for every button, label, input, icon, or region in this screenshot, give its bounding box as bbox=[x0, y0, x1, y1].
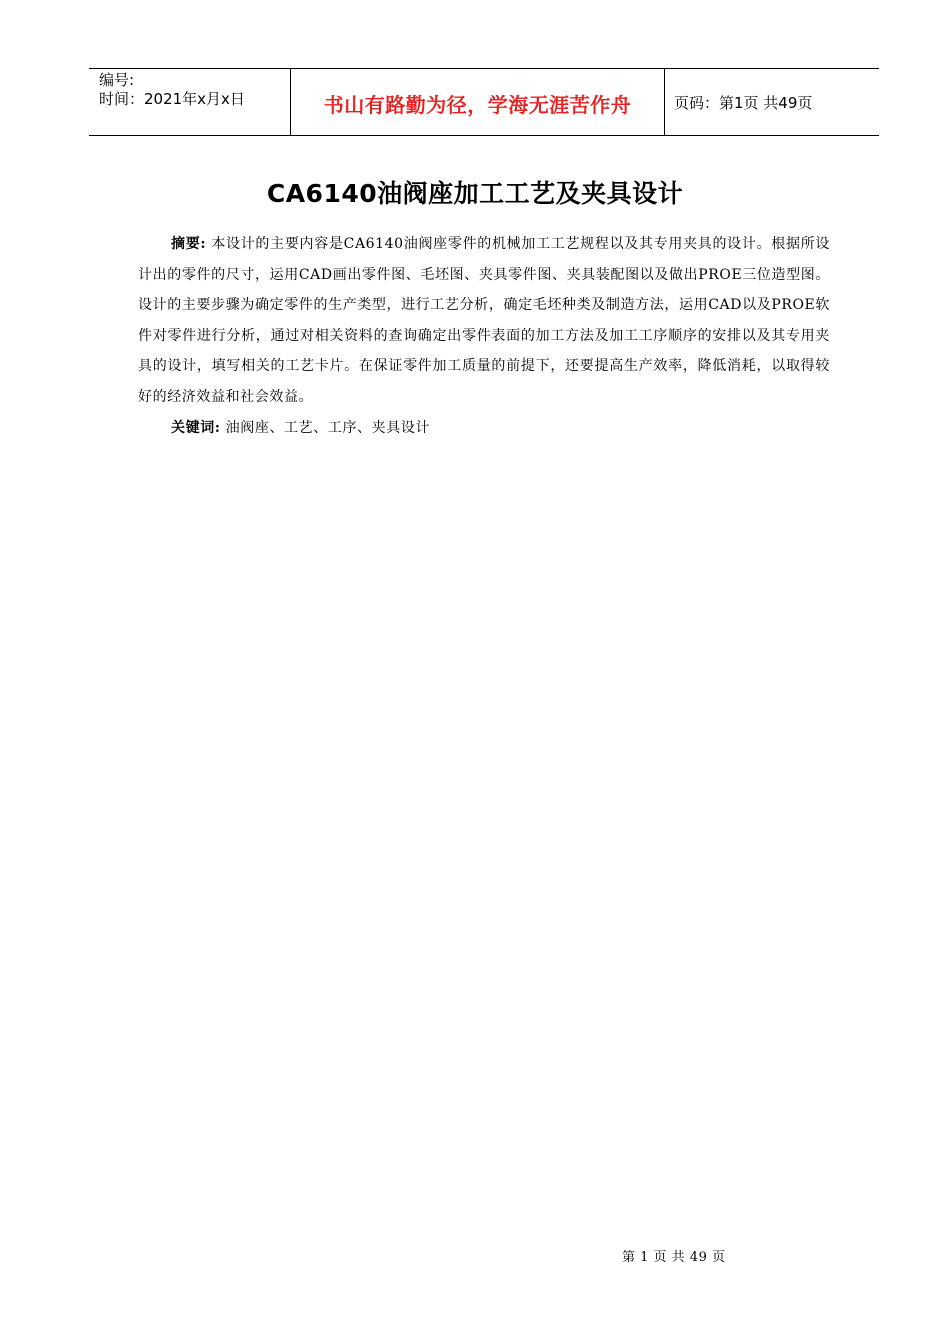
header-motto-cell bbox=[291, 69, 665, 135]
keywords-line bbox=[171, 413, 430, 443]
header-info-cell bbox=[89, 69, 291, 135]
header-table bbox=[89, 68, 879, 136]
document-number-label: 编号: bbox=[99, 71, 135, 89]
abstract-paragraph bbox=[138, 229, 830, 412]
keywords-text: 油阀座、工艺、工序、夹具设计 bbox=[225, 420, 431, 436]
motto-text: 书山有路勤为径，学海无涯苦作舟 bbox=[323, 92, 632, 117]
header-page-cell bbox=[665, 69, 879, 135]
keywords-label: 关键词: bbox=[171, 420, 221, 436]
document-title: CA6140油阀座加工工艺及夹具设计 bbox=[266, 179, 684, 208]
page-footer: 第 1 页 共 49 页 bbox=[622, 1250, 726, 1265]
abstract-text: 本设计的主要内容是CA6140油阀座零件的机械加工工艺规程以及其专用夹具的设计。根据所设计出的零件的尺寸，运用CAD画出零件图、毛坯图、夹具零件图、夹具装配图以及做出PROE三位造型图。设计的主要步骤为确定零件的生产类型，进行工艺分析，确定毛坯种类及制造方法，运用CAD以及PROE软件对零件进行分析，通过对相关资料的查询确定出零件表面的加工方法及加工工序顺序的安排以及其专用夹具的设计，填写相关的工艺卡片。在保证零件加工质量的前提下，还要提高生产效率，降低消耗，以取得较好的经济效益和社会效益。 bbox=[138, 236, 830, 405]
abstract-label: 摘要: bbox=[171, 236, 207, 252]
header-page-label: 页码：第1页 共49页 bbox=[674, 93, 813, 112]
document-time-label: 时间：2021年x月x日 bbox=[99, 90, 245, 108]
